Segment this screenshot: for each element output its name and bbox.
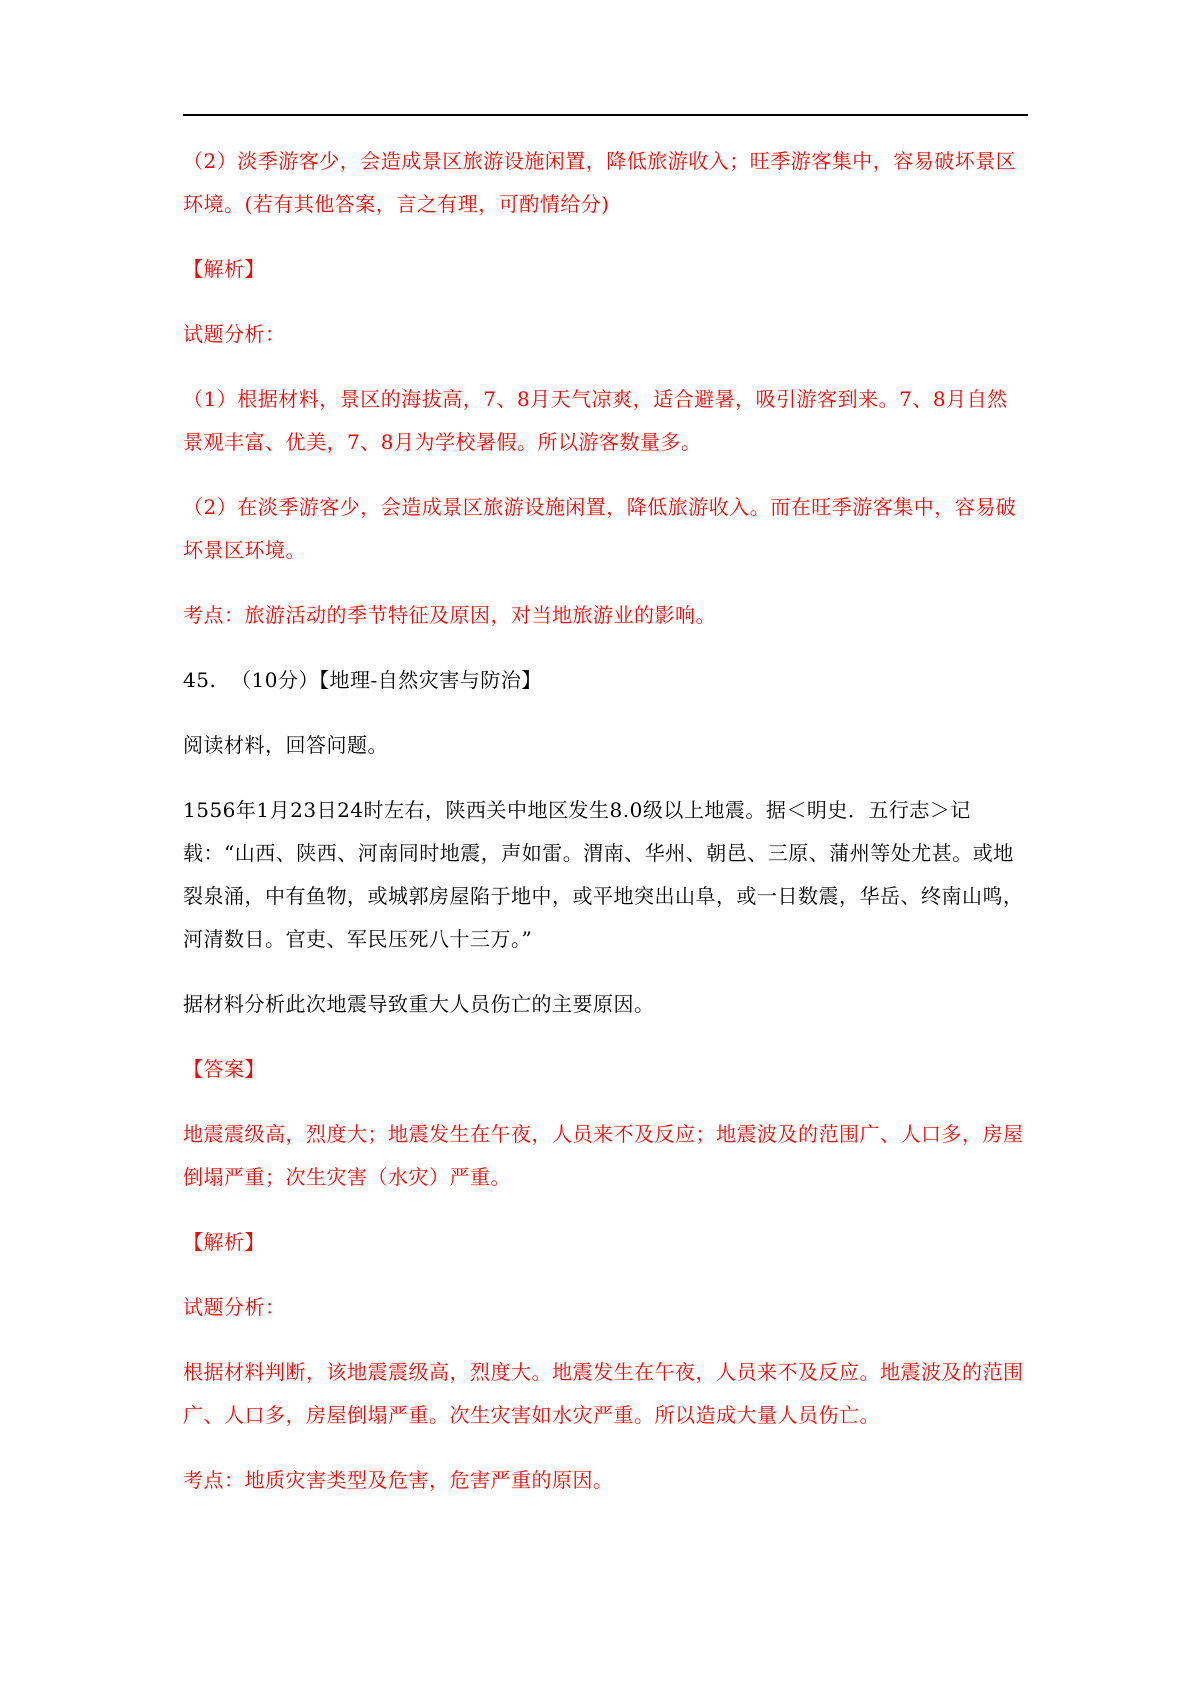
- question-number: 45.: [183, 668, 217, 692]
- header-rule: [183, 114, 1028, 116]
- analysis-part-2: （2）在淡季游客少，会造成景区旅游设施闲置，降低旅游收入。而在旺季游客集中，容易破坏景区环境。: [183, 495, 1017, 562]
- analysis-label: 试题分析：: [183, 322, 286, 346]
- analysis-heading: 【解析】: [183, 257, 265, 281]
- answer-heading: 【答案】: [183, 1057, 265, 1081]
- analysis-text-2: 根据材料判断，该地震震级高，烈度大。地震发生在午夜，人员来不及反应。地震波及的范围广、人口多，房屋倒塌严重。次生灾害如水灾严重。所以造成大量人员伤亡。: [183, 1360, 1024, 1427]
- instruction: 阅读材料，回答问题。: [183, 733, 388, 757]
- document-body: [183, 140, 1028, 1524]
- question-title-text: （10分）【地理-自然灾害与防治】: [231, 668, 542, 692]
- answer-text: 地震震级高，烈度大；地震发生在午夜，人员来不及反应；地震波及的范围广、人口多，房屋倒塌严重；次生灾害（水灾）严重。: [183, 1122, 1024, 1189]
- answer-part-2: （2）淡季游客少，会造成景区旅游设施闲置，降低旅游收入；旺季游客集中，容易破坏景区环境。(若有其他答案，言之有理，可酌情给分): [183, 149, 1017, 216]
- question-prompt: 据材料分析此次地震导致重大人员伤亡的主要原因。: [183, 992, 655, 1016]
- analysis-part-1: （1）根据材料，景区的海拔高，7、8月天气凉爽，适合避暑，吸引游客到来。7、8月自然景观丰富、优美，7、8月为学校暑假。所以游客数量多。: [183, 387, 1008, 454]
- key-point-2: 考点：地质灾害类型及危害，危害严重的原因。: [183, 1468, 614, 1492]
- material-text: 1556年1月23日24时左右，陕西关中地区发生8.0级以上地震。据＜明史．五行志＞记载：“山西、陕西、河南同时地震，声如雷。渭南、华州、朝邑、三原、蒲州等处尤甚。或地裂泉涌，中有鱼物，或城郭房屋陷于地中，或平地突出山阜，或一日数震，华岳、终南山鸣，河清数日。官吏、军民压死八十三万。”: [183, 798, 1024, 951]
- analysis-heading-2: 【解析】: [183, 1230, 265, 1254]
- question-45-title: [183, 659, 1028, 702]
- key-point: 考点：旅游活动的季节特征及原因，对当地旅游业的影响。: [183, 603, 716, 627]
- analysis-label-2: 试题分析：: [183, 1295, 286, 1319]
